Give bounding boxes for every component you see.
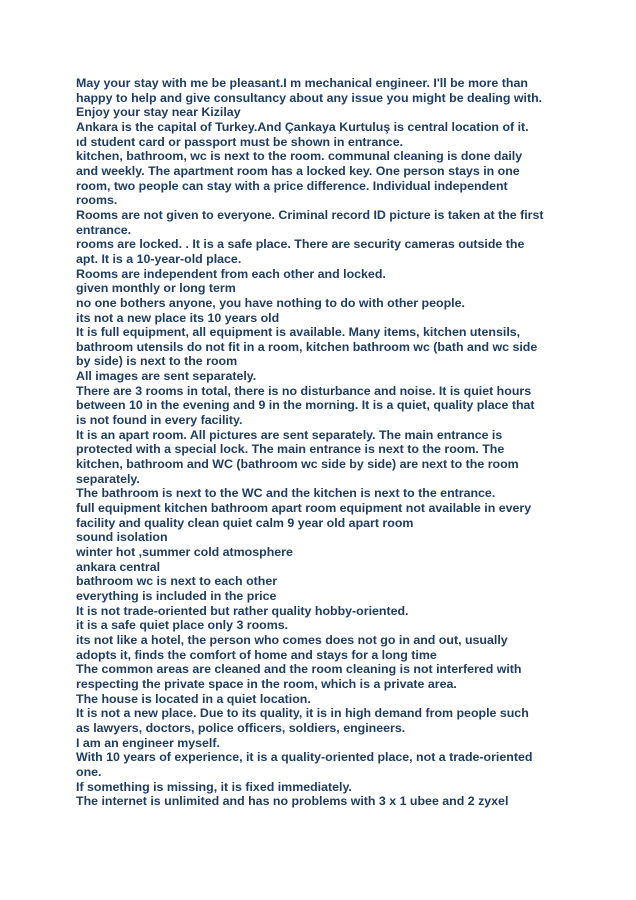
text-line: everything is included in the price xyxy=(76,588,277,603)
text-line: Ankara is the capital of Turkey.And Çankaya Kurtuluş is central location of it. xyxy=(76,119,529,134)
text-line: given monthly or long term xyxy=(76,281,236,296)
document-body-text xyxy=(76,76,566,809)
text-line: ankara central xyxy=(76,559,161,574)
text-line: All images are sent separately. xyxy=(76,369,257,384)
text-line: kitchen, bathroom and WC (bathroom wc side by side) are next to the room xyxy=(76,457,519,472)
text-line: ıd student card or passport must be shown in entrance. xyxy=(76,134,404,149)
text-line: it is a safe quiet place only 3 rooms. xyxy=(76,618,289,633)
text-line: full equipment kitchen bathroom apart room equipment not available in every xyxy=(76,501,532,516)
text-line: kitchen, bathroom, wc is next to the room. communal cleaning is done daily xyxy=(76,149,523,164)
text-line: rooms are locked. . It is a safe place. There are security cameras outside the xyxy=(76,237,525,252)
text-line: I am an engineer myself. xyxy=(76,735,220,750)
text-line: sound isolation xyxy=(76,530,168,545)
text-line: It is an apart room. All pictures are sent separately. The main entrance is xyxy=(76,427,503,442)
text-line: There are 3 rooms in total, there is no disturbance and noise. It is quiet hours xyxy=(76,383,532,398)
text-line: protected with a special lock. The main entrance is next to the room. The xyxy=(76,442,505,457)
text-line: It is not a new place. Due to its quality, it is in high demand from people such xyxy=(76,706,529,721)
text-line: The bathroom is next to the WC and the kitchen is next to the entrance. xyxy=(76,486,496,501)
text-line: apt. It is a 10-year-old place. xyxy=(76,251,242,266)
text-line: no one bothers anyone, you have nothing to do with other people. xyxy=(76,295,465,310)
text-line: Rooms are independent from each other and locked. xyxy=(76,266,386,281)
text-line: winter hot ,summer cold atmosphere xyxy=(76,545,293,559)
text-line: May your stay with me be pleasant.I m mechanical engineer. I'll be more than xyxy=(76,76,528,90)
text-line: It is full equipment, all equipment is available. Many items, kitchen utensils, xyxy=(76,325,521,340)
text-line: adopts it, finds the comfort of home and stays for a long time xyxy=(76,647,437,662)
text-line: Rooms are not given to everyone. Criminal record ID picture is taken at the first xyxy=(76,207,544,222)
text-line: The common areas are cleaned and the room cleaning is not interfered with xyxy=(76,662,522,677)
text-line: room, two people can stay with a price difference. Individual independent xyxy=(76,178,508,193)
text-line: and weekly. The apartment room has a locked key. One person stays in one xyxy=(76,163,520,178)
text-line: one. xyxy=(76,764,102,779)
text-line: Enjoy your stay near Kizilay xyxy=(76,105,241,120)
text-line: is not found in every facility. xyxy=(76,413,243,428)
text-line: by side) is next to the room xyxy=(76,354,238,369)
text-line: its not like a hotel, the person who comes does not go in and out, usually xyxy=(76,632,508,647)
text-line: happy to help and give consultancy about any issue you might be dealing with. xyxy=(76,90,543,105)
text-line: respecting the private space in the room, which is a private area. xyxy=(76,676,457,691)
text-line: If something is missing, it is fixed immediately. xyxy=(76,779,352,794)
text-line: entrance. xyxy=(76,222,132,237)
text-line: as lawyers, doctors, police officers, soldiers, engineers. xyxy=(76,720,406,735)
text-line: bathroom wc is next to each other xyxy=(76,574,278,589)
text-line: facility and quality clean quiet calm 9 year old apart room xyxy=(76,515,414,530)
text-line: The house is located in a quiet location. xyxy=(76,691,311,706)
text-line: bathroom utensils do not fit in a room, kitchen bathroom wc (bath and wc side xyxy=(76,339,538,354)
text-line: rooms. xyxy=(76,193,118,208)
text-line: its not a new place its 10 years old xyxy=(76,310,280,325)
text-line: between 10 in the evening and 9 in the morning. It is a quiet, quality place that xyxy=(76,398,535,413)
text-line: It is not trade-oriented but rather quality hobby-oriented. xyxy=(76,603,409,618)
text-line: The internet is unlimited and has no problems with 3 x 1 ubee and 2 zyxel xyxy=(76,794,509,809)
text-line: separately. xyxy=(76,471,140,486)
text-line: With 10 years of experience, it is a quality-oriented place, not a trade-oriented xyxy=(76,750,533,765)
